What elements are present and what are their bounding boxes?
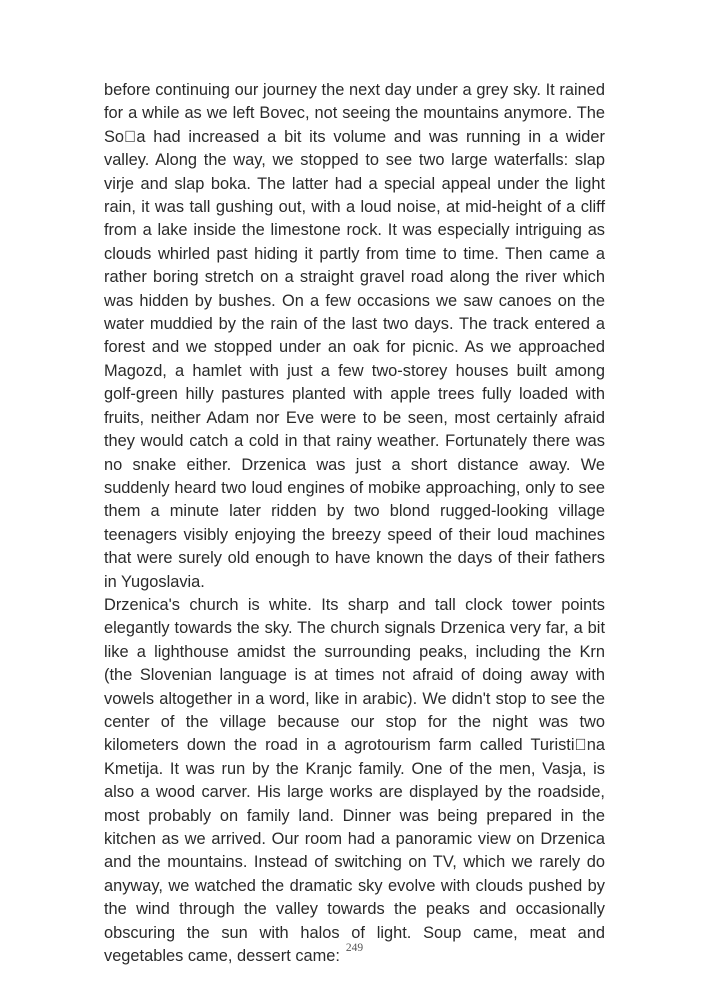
body-text [104, 79, 605, 968]
paragraph-1: before continuing our journey the next day under a grey sky. It rained for a while as we left Bovec, not seeing the mountains anymore. The So a had increased a bit its volume and was running in a wider valley. Along the way, we stopped to see two large waterfalls: slap virje and slap boka. The latter had a special appeal under the light rain, it was tall gushing out, with a loud noise, at mid-height of a cliff from a lake inside the limestone rock. It was especially intriguing as clouds whirled past hiding it partly from time to time. Then came a rather boring stretch on a straight gravel road along the river which was hidden by bushes. On a few occasions we saw canoes on the water muddied by the rain of the last two days. The track entered a forest and we stopped under an oak for picnic. As we approached Magozd, a hamlet with just a few two-storey houses built among golf-green hilly pastures planted with apple trees fully loaded with fruits, neither Adam nor Eve were to be seen, most certainly afraid they would catch a cold in that rainy weather. Fortunately there was no snake either. Drzenica was just a short distance away. We suddenly heard two loud engines of mobike approaching, only to see them a minute later ridden by two blond rugged-looking village teenagers visibly enjoying the breezy speed of their loud machines that were surely old enough to have known the days of their fathers in Yugoslavia. [104, 81, 605, 591]
page-number: 249 [345, 942, 364, 954]
paragraph-2: Drzenica's church is white. Its sharp and tall clock tower points elegantly towards the sky. The church signals Drzenica very far, a bit like a lighthouse amidst the surrounding peaks, including the Krn (the Slovenian language is at times not afraid of doing away with vowels altogether in a word, like in arabic). We didn't stop to see the center of the village because our stop for the night was two kilometers down the road in a agrotourism farm called Turisti na Kmetija. It was run by the Kranjc family. One of the men, Vasja, is also a wood carver. His large works are displayed by the roadside, most probably on family land. Dinner was being prepared in the kitchen as we arrived. Our room had a panoramic view on Drzenica and the mountains. Instead of switching on TV, which we rarely do anyway, we watched the dramatic sky evolve with clouds pushed by the wind through the valley towards the peaks and occasionally obscuring the sun with halos of light. Soup came, meat and vegetables came, dessert came: [104, 595, 605, 966]
